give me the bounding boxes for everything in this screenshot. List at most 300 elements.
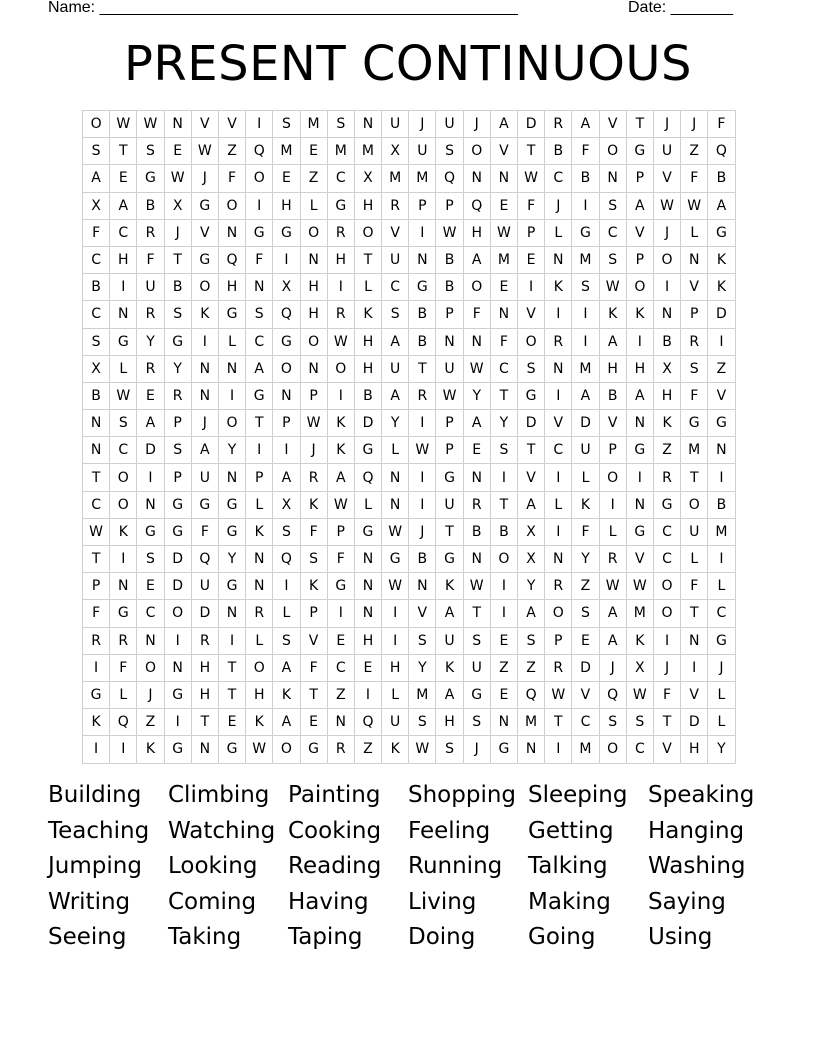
grid-cell: F <box>572 518 599 545</box>
grid-cell: L <box>681 546 708 573</box>
grid-cell: K <box>653 410 680 437</box>
grid-cell: E <box>463 437 490 464</box>
grid-cell: J <box>653 654 680 681</box>
grid-cell: B <box>708 165 735 192</box>
grid-row <box>83 138 736 165</box>
grid-cell: Q <box>518 681 545 708</box>
grid-cell: I <box>490 600 517 627</box>
grid-cell: W <box>463 573 490 600</box>
grid-cell: K <box>327 410 354 437</box>
grid-cell: D <box>681 709 708 736</box>
word-list-item: Using <box>648 924 713 950</box>
grid-cell: N <box>463 546 490 573</box>
grid-cell: V <box>599 111 626 138</box>
word-list-item: Reading <box>288 853 382 879</box>
grid-cell: S <box>518 355 545 382</box>
word-list-item: Hanging <box>648 817 745 844</box>
grid-cell: B <box>436 274 463 301</box>
grid-cell: G <box>354 437 381 464</box>
grid-cell: R <box>246 600 273 627</box>
grid-cell: H <box>300 274 327 301</box>
grid-cell: D <box>572 410 599 437</box>
grid-row <box>83 709 736 736</box>
grid-cell: C <box>545 437 572 464</box>
grid-cell: N <box>463 165 490 192</box>
grid-cell: R <box>545 111 572 138</box>
grid-cell: G <box>490 736 517 763</box>
grid-cell: N <box>463 328 490 355</box>
grid-cell: A <box>572 111 599 138</box>
grid-cell: I <box>545 382 572 409</box>
grid-cell: K <box>327 437 354 464</box>
grid-cell: F <box>218 165 245 192</box>
grid-row <box>83 518 736 545</box>
grid-cell: G <box>164 518 191 545</box>
grid-cell: O <box>518 328 545 355</box>
grid-cell: K <box>300 491 327 518</box>
grid-cell: Z <box>327 681 354 708</box>
grid-cell: L <box>708 573 735 600</box>
grid-cell: S <box>164 437 191 464</box>
grid-cell: U <box>436 491 463 518</box>
grid-cell: W <box>436 382 463 409</box>
grid-cell: E <box>327 627 354 654</box>
grid-cell: Z <box>354 736 381 763</box>
word-list-item: Building <box>48 782 142 808</box>
grid-cell: C <box>626 736 653 763</box>
grid-cell: S <box>436 736 463 763</box>
grid-cell: G <box>327 573 354 600</box>
grid-cell: O <box>653 246 680 273</box>
grid-cell: N <box>409 246 436 273</box>
grid-cell: L <box>300 192 327 219</box>
grid-cell: H <box>273 192 300 219</box>
grid-cell: A <box>273 464 300 491</box>
grid-cell: I <box>708 464 735 491</box>
grid-cell: C <box>110 219 137 246</box>
grid-cell: K <box>191 301 218 328</box>
grid-cell: P <box>300 600 327 627</box>
grid-cell: I <box>327 600 354 627</box>
grid-cell: N <box>110 573 137 600</box>
grid-cell: G <box>708 627 735 654</box>
grid-cell: B <box>164 274 191 301</box>
grid-cell: N <box>246 546 273 573</box>
grid-cell: V <box>518 301 545 328</box>
grid-cell: K <box>246 709 273 736</box>
grid-cell: I <box>599 491 626 518</box>
grid-cell: W <box>110 111 137 138</box>
grid-cell: H <box>599 355 626 382</box>
word-list-item: Climbing <box>168 782 270 808</box>
grid-cell: S <box>599 192 626 219</box>
grid-cell: I <box>137 464 164 491</box>
grid-cell: V <box>490 138 517 165</box>
grid-cell: W <box>137 111 164 138</box>
grid-cell: I <box>653 274 680 301</box>
word-list-item: Doing <box>408 924 476 950</box>
grid-cell: W <box>653 192 680 219</box>
grid-cell: N <box>354 111 381 138</box>
grid-cell: O <box>463 274 490 301</box>
grid-cell: E <box>273 165 300 192</box>
grid-cell: L <box>382 681 409 708</box>
grid-cell: D <box>708 301 735 328</box>
grid-row <box>83 246 736 273</box>
grid-cell: J <box>137 681 164 708</box>
grid-cell: I <box>218 382 245 409</box>
grid-cell: D <box>137 437 164 464</box>
grid-cell: H <box>218 274 245 301</box>
grid-cell: F <box>490 328 517 355</box>
word-list-item: Painting <box>288 782 381 808</box>
grid-cell: V <box>191 219 218 246</box>
grid-cell: G <box>572 219 599 246</box>
grid-row <box>83 274 736 301</box>
grid-cell: L <box>382 437 409 464</box>
grid-cell: I <box>653 627 680 654</box>
grid-row <box>83 573 736 600</box>
grid-cell: L <box>218 328 245 355</box>
grid-cell: K <box>599 301 626 328</box>
grid-cell: E <box>490 681 517 708</box>
grid-cell: W <box>327 491 354 518</box>
grid-cell: O <box>681 491 708 518</box>
grid-cell: N <box>83 437 110 464</box>
grid-cell: X <box>83 192 110 219</box>
grid-cell: I <box>164 709 191 736</box>
grid-cell: Y <box>490 410 517 437</box>
grid-cell: B <box>545 138 572 165</box>
grid-cell: F <box>83 600 110 627</box>
header <box>48 0 748 20</box>
grid-cell: J <box>653 111 680 138</box>
grid-cell: S <box>246 301 273 328</box>
grid-cell: H <box>681 736 708 763</box>
grid-cell: Q <box>463 192 490 219</box>
word-list-item: Getting <box>528 817 614 844</box>
grid-cell: A <box>518 600 545 627</box>
grid-cell: B <box>572 165 599 192</box>
grid-cell: N <box>354 573 381 600</box>
grid-cell: E <box>490 274 517 301</box>
grid-cell: K <box>626 301 653 328</box>
grid-cell: O <box>83 111 110 138</box>
grid-cell: V <box>653 165 680 192</box>
grid-cell: N <box>354 546 381 573</box>
grid-cell: H <box>626 355 653 382</box>
grid-cell: A <box>626 192 653 219</box>
grid-cell: F <box>518 192 545 219</box>
grid-cell: K <box>273 681 300 708</box>
name-line: Name: _______________________________________________ <box>48 0 518 16</box>
grid-cell: N <box>626 491 653 518</box>
grid-cell: N <box>599 165 626 192</box>
grid-cell: G <box>273 219 300 246</box>
grid-cell: I <box>626 464 653 491</box>
grid-cell: N <box>436 328 463 355</box>
grid-cell: V <box>599 410 626 437</box>
grid-cell: B <box>599 382 626 409</box>
grid-cell: C <box>327 654 354 681</box>
grid-cell: T <box>490 491 517 518</box>
grid-cell: O <box>653 600 680 627</box>
word-list-item: Taping <box>288 924 363 950</box>
grid-cell: G <box>164 328 191 355</box>
page-title: PRESENT CONTINUOUS <box>123 36 692 92</box>
grid-cell: W <box>246 736 273 763</box>
grid-cell: F <box>246 246 273 273</box>
grid-cell: V <box>626 219 653 246</box>
grid-cell: N <box>463 464 490 491</box>
grid-cell: R <box>653 464 680 491</box>
grid-cell: K <box>626 627 653 654</box>
grid-cell: S <box>599 709 626 736</box>
grid-cell: T <box>436 518 463 545</box>
grid-cell: A <box>191 437 218 464</box>
grid-cell: R <box>137 219 164 246</box>
grid-cell: B <box>653 328 680 355</box>
grid-cell: F <box>110 654 137 681</box>
grid-cell: I <box>246 437 273 464</box>
grid-cell: G <box>164 491 191 518</box>
grid-cell: J <box>409 518 436 545</box>
grid-cell: H <box>110 246 137 273</box>
grid-cell: W <box>518 165 545 192</box>
grid-cell: G <box>300 736 327 763</box>
grid-cell: I <box>83 654 110 681</box>
grid-cell: J <box>463 736 490 763</box>
grid-cell: O <box>490 546 517 573</box>
grid-cell: A <box>518 491 545 518</box>
grid-cell: P <box>273 410 300 437</box>
grid-row <box>83 491 736 518</box>
grid-cell: V <box>300 627 327 654</box>
grid-cell: A <box>246 355 273 382</box>
grid-cell: P <box>300 382 327 409</box>
word-list-item: Going <box>528 924 596 950</box>
grid-cell: W <box>110 382 137 409</box>
grid-cell: L <box>273 600 300 627</box>
grid-cell: Z <box>137 709 164 736</box>
grid-row <box>83 546 736 573</box>
grid-cell: N <box>327 709 354 736</box>
grid-row <box>83 219 736 246</box>
grid-cell: P <box>681 301 708 328</box>
grid-cell: N <box>137 491 164 518</box>
grid-cell: M <box>518 709 545 736</box>
grid-row <box>83 627 736 654</box>
grid-cell: C <box>653 546 680 573</box>
grid-cell: T <box>490 382 517 409</box>
grid-cell: D <box>518 410 545 437</box>
grid-cell: W <box>83 518 110 545</box>
grid-cell: S <box>273 111 300 138</box>
grid-cell: B <box>83 382 110 409</box>
grid-row <box>83 654 736 681</box>
grid-cell: B <box>436 246 463 273</box>
grid-cell: N <box>626 410 653 437</box>
grid-cell: W <box>409 437 436 464</box>
grid-cell: S <box>273 627 300 654</box>
grid-cell: N <box>490 709 517 736</box>
grid-cell: I <box>545 301 572 328</box>
grid-cell: A <box>436 600 463 627</box>
grid-cell: M <box>354 138 381 165</box>
grid-cell: W <box>164 165 191 192</box>
grid-cell: O <box>300 328 327 355</box>
grid-cell: V <box>409 600 436 627</box>
grid-cell: K <box>300 573 327 600</box>
grid-cell: Y <box>518 573 545 600</box>
grid-cell: Y <box>572 546 599 573</box>
grid-row <box>83 600 736 627</box>
grid-cell: C <box>545 165 572 192</box>
word-list-item: Teaching <box>48 817 150 844</box>
grid-row <box>83 192 736 219</box>
grid-cell: T <box>409 355 436 382</box>
grid-cell: T <box>246 410 273 437</box>
grid-cell: F <box>137 246 164 273</box>
grid-cell: R <box>681 328 708 355</box>
grid-cell: Q <box>218 246 245 273</box>
grid-cell: B <box>354 382 381 409</box>
grid-cell: E <box>490 627 517 654</box>
grid-cell: R <box>327 301 354 328</box>
grid-cell: P <box>436 192 463 219</box>
grid-cell: I <box>83 736 110 763</box>
grid-cell: B <box>137 192 164 219</box>
grid-cell: G <box>191 246 218 273</box>
grid-cell: O <box>599 736 626 763</box>
grid-cell: X <box>518 546 545 573</box>
grid-cell: N <box>545 355 572 382</box>
grid-cell: L <box>110 681 137 708</box>
grid-cell: N <box>246 274 273 301</box>
grid-cell: X <box>626 654 653 681</box>
grid-cell: F <box>681 573 708 600</box>
grid-cell: D <box>164 546 191 573</box>
grid-cell: C <box>83 246 110 273</box>
grid-cell: G <box>327 192 354 219</box>
grid-cell: N <box>191 382 218 409</box>
grid-cell: W <box>300 410 327 437</box>
grid-cell: U <box>436 111 463 138</box>
grid-cell: N <box>300 355 327 382</box>
grid-cell: P <box>409 192 436 219</box>
grid-cell: I <box>327 274 354 301</box>
grid-cell: I <box>681 654 708 681</box>
grid-cell: W <box>599 573 626 600</box>
grid-cell: O <box>110 491 137 518</box>
grid-cell: M <box>708 518 735 545</box>
grid-cell: H <box>354 192 381 219</box>
grid-cell: T <box>354 246 381 273</box>
grid-cell: M <box>572 246 599 273</box>
grid-cell: O <box>545 600 572 627</box>
grid-cell: S <box>409 709 436 736</box>
grid-cell: N <box>273 382 300 409</box>
grid-cell: R <box>137 301 164 328</box>
grid-cell: X <box>83 355 110 382</box>
grid-cell: G <box>191 491 218 518</box>
grid-cell: U <box>191 464 218 491</box>
word-list-item: Coming <box>168 888 257 915</box>
grid-cell: R <box>327 736 354 763</box>
grid-cell: V <box>518 464 545 491</box>
grid-cell: C <box>246 328 273 355</box>
grid-cell: N <box>708 437 735 464</box>
grid-row <box>83 328 736 355</box>
grid-cell: G <box>626 437 653 464</box>
grid-cell: A <box>463 246 490 273</box>
grid-cell: T <box>681 600 708 627</box>
grid-cell: V <box>191 111 218 138</box>
grid-row <box>83 736 736 763</box>
grid-cell: U <box>681 518 708 545</box>
grid-cell: Y <box>137 328 164 355</box>
grid-cell: C <box>137 600 164 627</box>
grid-cell: F <box>327 546 354 573</box>
grid-cell: N <box>191 736 218 763</box>
word-list <box>48 778 768 956</box>
grid-cell: N <box>83 410 110 437</box>
grid-cell: P <box>436 301 463 328</box>
grid-cell: S <box>327 111 354 138</box>
grid-cell: U <box>382 246 409 273</box>
grid-cell: W <box>382 573 409 600</box>
word-search-grid <box>82 110 736 764</box>
grid-cell: N <box>490 165 517 192</box>
grid-cell: T <box>518 138 545 165</box>
grid-cell: T <box>626 111 653 138</box>
grid-cell: T <box>518 437 545 464</box>
grid-row <box>83 382 736 409</box>
grid-cell: R <box>327 219 354 246</box>
grid-cell: A <box>463 410 490 437</box>
grid-cell: N <box>653 301 680 328</box>
grid-cell: B <box>409 328 436 355</box>
grid-cell: K <box>708 246 735 273</box>
grid-cell: P <box>545 627 572 654</box>
grid-cell: S <box>164 301 191 328</box>
grid-cell: H <box>191 654 218 681</box>
grid-cell: K <box>545 274 572 301</box>
grid-cell: N <box>218 464 245 491</box>
grid-cell: V <box>545 410 572 437</box>
grid-cell: S <box>626 709 653 736</box>
grid-cell: O <box>626 274 653 301</box>
grid-cell: C <box>572 709 599 736</box>
grid-cell: U <box>382 709 409 736</box>
grid-cell: A <box>599 600 626 627</box>
grid-cell: Z <box>490 654 517 681</box>
grid-cell: J <box>164 219 191 246</box>
grid-cell: A <box>110 192 137 219</box>
word-list-item: Seeing <box>48 924 127 950</box>
grid-cell: R <box>300 464 327 491</box>
grid-cell: I <box>164 627 191 654</box>
word-list-item: Running <box>408 853 503 879</box>
grid-cell: L <box>708 681 735 708</box>
grid-cell: A <box>327 464 354 491</box>
grid-cell: X <box>518 518 545 545</box>
grid-cell: O <box>218 410 245 437</box>
grid-cell: S <box>137 546 164 573</box>
grid-cell: Z <box>300 165 327 192</box>
word-list-item: Shopping <box>408 782 517 808</box>
grid-cell: I <box>110 274 137 301</box>
